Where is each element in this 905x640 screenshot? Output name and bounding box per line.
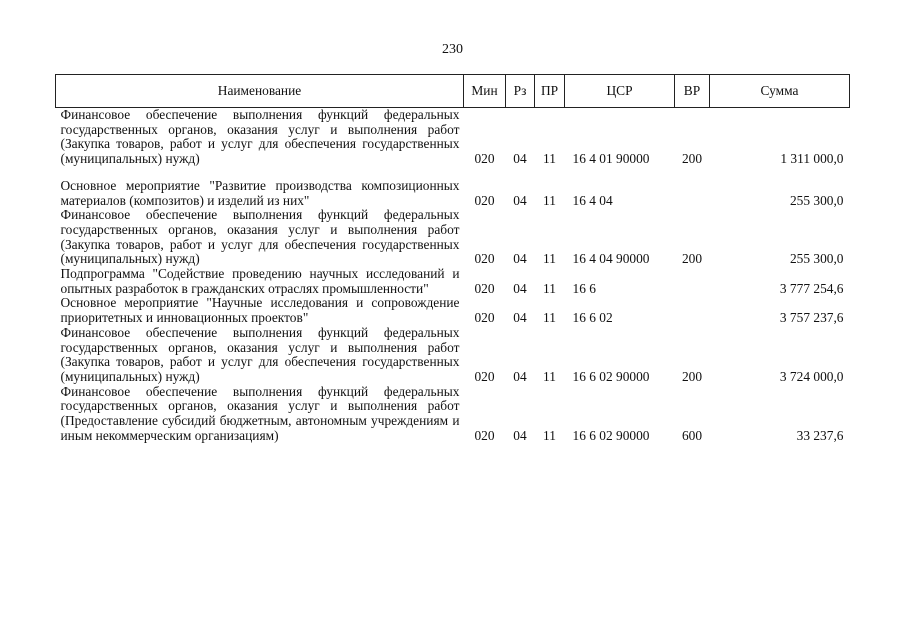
row-pr: 11: [543, 310, 556, 326]
row-rz: 04: [513, 280, 527, 296]
row-min: 020: [474, 427, 495, 443]
row-min: 020: [474, 310, 495, 326]
header-pr: ПР: [535, 75, 565, 108]
header-csr: ЦСР: [565, 75, 675, 108]
header-min: Мин: [464, 75, 506, 108]
header-rz: Рз: [506, 75, 535, 108]
row-sum: 1 311 000,0: [780, 151, 844, 167]
table-row: [56, 267, 850, 296]
row-rz: 04: [513, 151, 527, 167]
row-csr: 16 6 02 90000: [572, 427, 650, 443]
row-min: 020: [474, 280, 495, 296]
row-vr: [675, 267, 710, 296]
row-sum: 255 300,0: [789, 192, 844, 208]
table-header-row: [56, 75, 850, 108]
row-csr: 16 4 04 90000: [572, 251, 650, 267]
table-row: [56, 385, 850, 444]
row-sum: 3 757 237,6: [779, 310, 844, 326]
row-min: 020: [474, 192, 495, 208]
row-name: Основное мероприятие "Научные исследования и сопровождение приоритетных и инновационных проектов": [60, 295, 460, 326]
row-min: 020: [474, 368, 495, 384]
row-sum: 3 724 000,0: [779, 368, 844, 384]
row-name: Финансовое обеспечение выполнения функций федеральных государственных органов, оказания услуг и выполнения работ (Закупка товаров, работ и услуг для обеспечения государственных (муниципальных) нужд): [60, 107, 460, 167]
row-sum: 33 237,6: [796, 427, 844, 443]
row-csr: 16 4 04: [572, 192, 613, 208]
row-pr: 11: [543, 192, 556, 208]
row-vr: 200: [681, 251, 703, 267]
header-sum: Сумма: [710, 75, 850, 108]
table-row: [56, 296, 850, 325]
row-vr: 200: [681, 368, 703, 384]
row-vr: 600: [681, 427, 703, 443]
row-min: 020: [474, 151, 495, 167]
row-rz: 04: [513, 427, 527, 443]
row-sum: 3 777 254,6: [779, 280, 844, 296]
table-row: [56, 108, 850, 167]
row-csr: 16 6: [572, 280, 596, 296]
row-rz: 04: [513, 310, 527, 326]
row-vr: [675, 167, 710, 208]
row-min: 020: [474, 251, 495, 267]
header-vr: ВР: [675, 75, 710, 108]
row-rz: 04: [513, 251, 527, 267]
row-rz: 04: [513, 192, 527, 208]
table-row: [56, 167, 850, 208]
header-name: Наименование: [56, 75, 464, 108]
row-csr: 16 4 01 90000: [572, 151, 650, 167]
row-pr: 11: [543, 280, 556, 296]
row-name: Финансовое обеспечение выполнения функций федеральных государственных органов, оказания услуг и выполнения работ (Закупка товаров, работ и услуг для обеспечения государственных (муниципальных) нужд): [60, 324, 460, 384]
row-vr: [675, 296, 710, 325]
row-csr: 16 6 02: [572, 310, 613, 326]
row-pr: 11: [543, 427, 556, 443]
row-name: Основное мероприятие "Развитие производства композиционных материалов (композитов) и изделий из них": [60, 177, 460, 208]
row-name: Финансовое обеспечение выполнения функций федеральных государственных органов, оказания услуг и выполнения работ (Закупка товаров, работ и услуг для обеспечения государственных (муниципальных) нужд): [60, 207, 460, 267]
page-number: 230: [442, 42, 463, 57]
row-pr: 11: [543, 151, 556, 167]
table-row: [56, 208, 850, 267]
row-pr: 11: [543, 251, 556, 267]
row-csr: 16 6 02 90000: [572, 368, 650, 384]
row-vr: 200: [681, 151, 703, 167]
row-pr: 11: [543, 368, 556, 384]
table-row: [56, 326, 850, 385]
row-sum: 255 300,0: [789, 251, 844, 267]
row-rz: 04: [513, 368, 527, 384]
budget-table: [55, 74, 850, 443]
row-name: Подпрограмма "Содействие проведению научных исследований и опытных разработок в гражданских отраслях промышленности": [60, 266, 460, 296]
row-name: Финансовое обеспечение выполнения функций федеральных государственных органов, оказания услуг и выполнения работ (Предоставление субсидий бюджетным, автономным учреждениям и иным некоммерческим организациям): [60, 383, 460, 443]
